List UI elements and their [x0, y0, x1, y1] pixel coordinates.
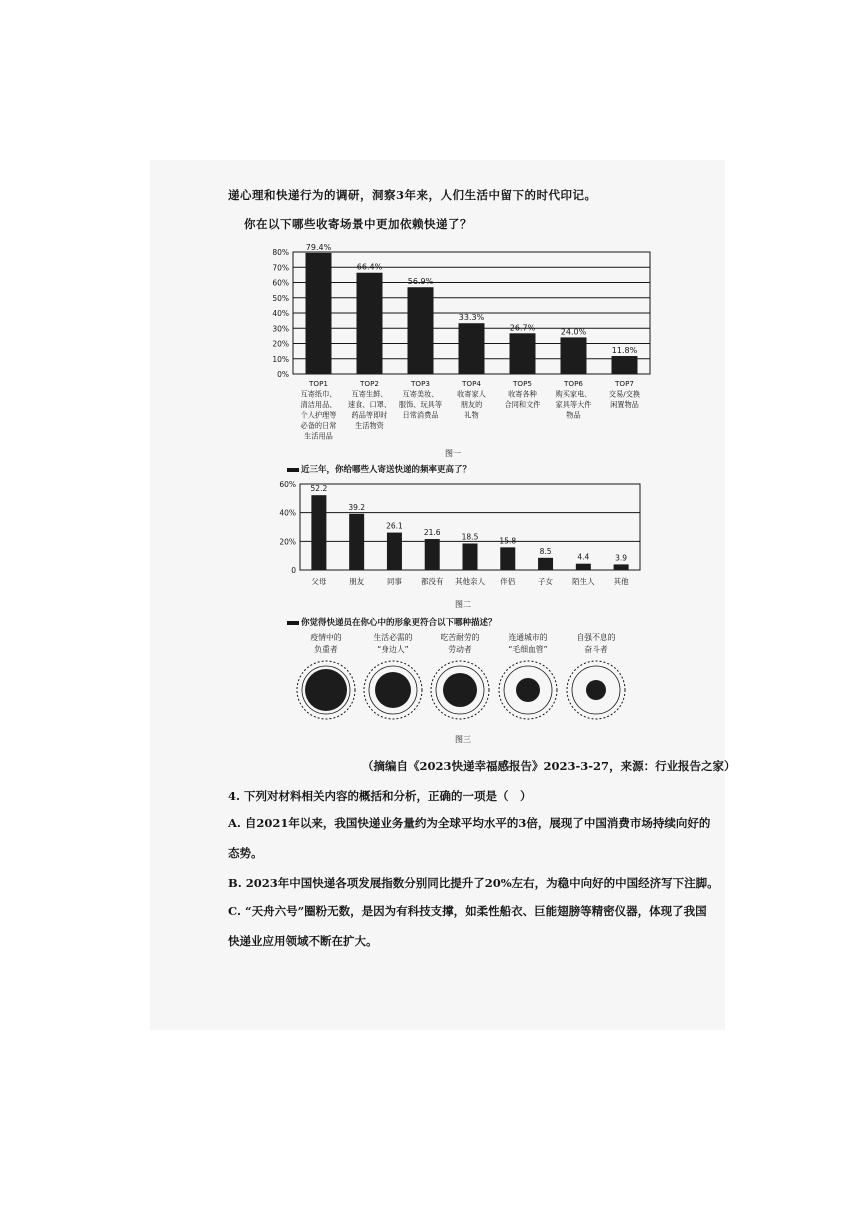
x-tick-label: 服饰、玩具等 — [398, 400, 443, 409]
data-label: 15.8 — [499, 536, 517, 546]
x-tick-label: 合同和文件 — [504, 400, 541, 409]
x-tick-label: TOP4 — [462, 379, 481, 388]
data-label: 26.7% — [509, 323, 536, 333]
x-tick-label: 其他 — [613, 577, 629, 586]
x-tick-label: 互寄纸巾、 — [300, 389, 337, 399]
inner-filled-circle — [443, 673, 477, 707]
x-tick-label: 收寄各种 — [508, 389, 537, 399]
data-label: 8.5 — [539, 546, 552, 556]
data-label: 52.2 — [310, 484, 328, 494]
y-tick-label: 70% — [272, 263, 289, 273]
figure3-label-line1: 自强不息的 — [576, 633, 616, 642]
x-tick-label: TOP2 — [360, 379, 379, 388]
option-c-line1: C. “天舟六号”圈粉无数，是因为有科技支撑，如柔性船衣、巨能翅膀等精密仪器，体现了我国 — [228, 904, 707, 918]
x-tick-label: 交易/交换 — [608, 389, 641, 399]
x-tick-label: 朋友 — [349, 577, 365, 586]
y-tick-label: 0% — [277, 370, 289, 379]
bar — [349, 514, 364, 570]
bar — [357, 273, 383, 374]
inner-filled-circle — [305, 669, 347, 711]
y-tick-label: 0 — [291, 566, 296, 575]
x-tick-label: 购买家电、 — [555, 389, 592, 399]
y-tick-label: 20% — [279, 537, 296, 547]
bar — [306, 253, 332, 374]
figure2-chart — [270, 476, 650, 612]
x-tick-label: 必备的日常 — [300, 421, 337, 430]
y-tick-label: 40% — [279, 508, 296, 518]
x-tick-label: 生活物资 — [355, 421, 384, 430]
x-tick-label: 药品等即时 — [351, 410, 388, 420]
x-tick-label: 其他亲人 — [455, 577, 485, 586]
x-tick-label: 父母 — [311, 577, 327, 586]
x-tick-label: 都没有 — [420, 577, 444, 586]
x-tick-label: 家具等大件 — [555, 400, 592, 409]
y-tick-label: 60% — [279, 480, 296, 489]
question-3 — [287, 616, 497, 628]
x-tick-label: 朋友的 — [460, 400, 483, 409]
y-tick-label: 30% — [272, 324, 289, 334]
inner-filled-circle — [516, 678, 540, 702]
question-1: 你在以下哪些收寄场景中更加依赖快递了？ — [244, 217, 472, 231]
data-label: 79.4% — [305, 242, 332, 252]
x-tick-label: 陌生人 — [572, 577, 595, 586]
x-tick-label: 礼物 — [464, 410, 479, 420]
y-tick-label: 40% — [272, 309, 289, 318]
bar — [614, 564, 629, 570]
inner-filled-circle — [375, 672, 411, 708]
bar — [387, 533, 402, 570]
inner-filled-circle — [586, 680, 606, 700]
data-label: 66.4% — [356, 262, 383, 272]
bar — [311, 495, 326, 570]
figure3-label-line1: 吃苦耐劳的 — [440, 633, 480, 642]
x-tick-label: 闲置物品 — [610, 400, 639, 409]
x-tick-label: TOP3 — [411, 379, 430, 388]
option-c-line2: 快递业应用领域不断在扩大。 — [228, 934, 378, 948]
option-a-line2: 态势。 — [228, 846, 263, 860]
data-label: 18.5 — [461, 532, 479, 542]
x-tick-label: 生活用品 — [304, 431, 333, 441]
figure3-label-line2: 奋斗者 — [584, 645, 608, 654]
x-tick-label: TOP6 — [564, 379, 583, 388]
figure3-graphic — [280, 628, 650, 746]
bar — [538, 558, 553, 570]
x-tick-label: 同事 — [386, 577, 402, 586]
x-tick-label: 伴侣 — [500, 577, 516, 586]
bar — [510, 333, 536, 374]
data-label: 56.9% — [407, 277, 434, 287]
bar — [459, 323, 485, 374]
figure2-caption: 图二 — [455, 600, 471, 609]
y-tick-label: 80% — [272, 248, 289, 257]
intro-text: 递心理和快递行为的调研，洞察3年来，人们生活中留下的时代印记。 — [228, 188, 597, 202]
data-label: 11.8% — [611, 346, 638, 356]
data-label: 33.3% — [458, 313, 485, 323]
figure1-caption: 图一 — [445, 449, 461, 458]
option-a-line1: A. 自2021年以来，我国快递业务量约为全球平均水平的3倍，展现了中国消费市场持续向好的 — [228, 816, 711, 830]
data-label: 21.6 — [423, 528, 441, 538]
bar — [408, 287, 434, 374]
x-tick-label: 互寄生鲜、 — [351, 389, 388, 399]
source-citation: （摘编自《2023快递幸福感报告》2023-3-27，来源：行业报告之家） — [362, 759, 736, 773]
x-tick-label: 互寄美妆、 — [402, 389, 439, 399]
x-tick-label: 子女 — [538, 577, 554, 586]
data-label: 3.9 — [615, 553, 628, 563]
bar — [576, 564, 591, 570]
x-tick-label: 个人护理等 — [300, 410, 337, 420]
bar — [463, 543, 478, 570]
y-tick-label: 20% — [272, 339, 289, 349]
x-tick-label: 清洁用品、 — [300, 400, 337, 409]
x-tick-label: TOP5 — [513, 379, 532, 388]
bullet-bar-icon — [287, 468, 299, 472]
bar — [425, 539, 440, 570]
data-label: 39.2 — [348, 502, 366, 512]
x-tick-label: TOP7 — [615, 379, 634, 388]
question-2 — [287, 463, 471, 475]
figure3-label-line2: “身边人” — [377, 645, 409, 654]
x-tick-label: 收寄家人 — [457, 389, 486, 399]
figure3-label-line2: 负重者 — [314, 645, 338, 654]
y-tick-label: 50% — [272, 293, 289, 303]
figure3-label-line1: 疫情中的 — [310, 633, 342, 642]
x-tick-label: 物品 — [566, 410, 581, 420]
bar — [561, 337, 587, 374]
figure1-chart — [255, 240, 665, 462]
figure3-label-line2: “毛细血管” — [508, 645, 548, 654]
data-label: 26.1 — [386, 521, 403, 531]
x-tick-label: 日常消费品 — [402, 410, 439, 420]
figure3-label-line1: 生活必需的 — [373, 633, 413, 642]
data-label: 24.0% — [560, 327, 587, 337]
question-3-text: 你觉得快递员在你心中的形象更符合以下哪种描述？ — [301, 618, 497, 628]
x-tick-label: TOP1 — [309, 379, 328, 388]
figure3-caption: 图三 — [455, 735, 471, 744]
option-b: B. 2023年中国快递各项发展指数分别同比提升了20%左右，为稳中向好的中国经济写下注脚。 — [228, 876, 719, 890]
bar — [612, 356, 638, 374]
figure3-label-line2: 劳动者 — [448, 645, 472, 654]
y-tick-label: 10% — [272, 354, 289, 364]
bar — [500, 547, 515, 570]
x-tick-label: 速食、口罩、 — [347, 400, 392, 409]
bullet-bar-icon — [287, 621, 299, 625]
figure3-label-line1: 连通城市的 — [508, 633, 548, 642]
data-label: 4.4 — [577, 552, 590, 562]
question-2-text: 近三年，你给哪些人寄送快递的频率更高了？ — [301, 465, 472, 475]
y-tick-label: 60% — [272, 278, 289, 288]
question-4-title: 4. 下列对材料相关内容的概括和分析，正确的一项是（ ） — [228, 789, 532, 803]
